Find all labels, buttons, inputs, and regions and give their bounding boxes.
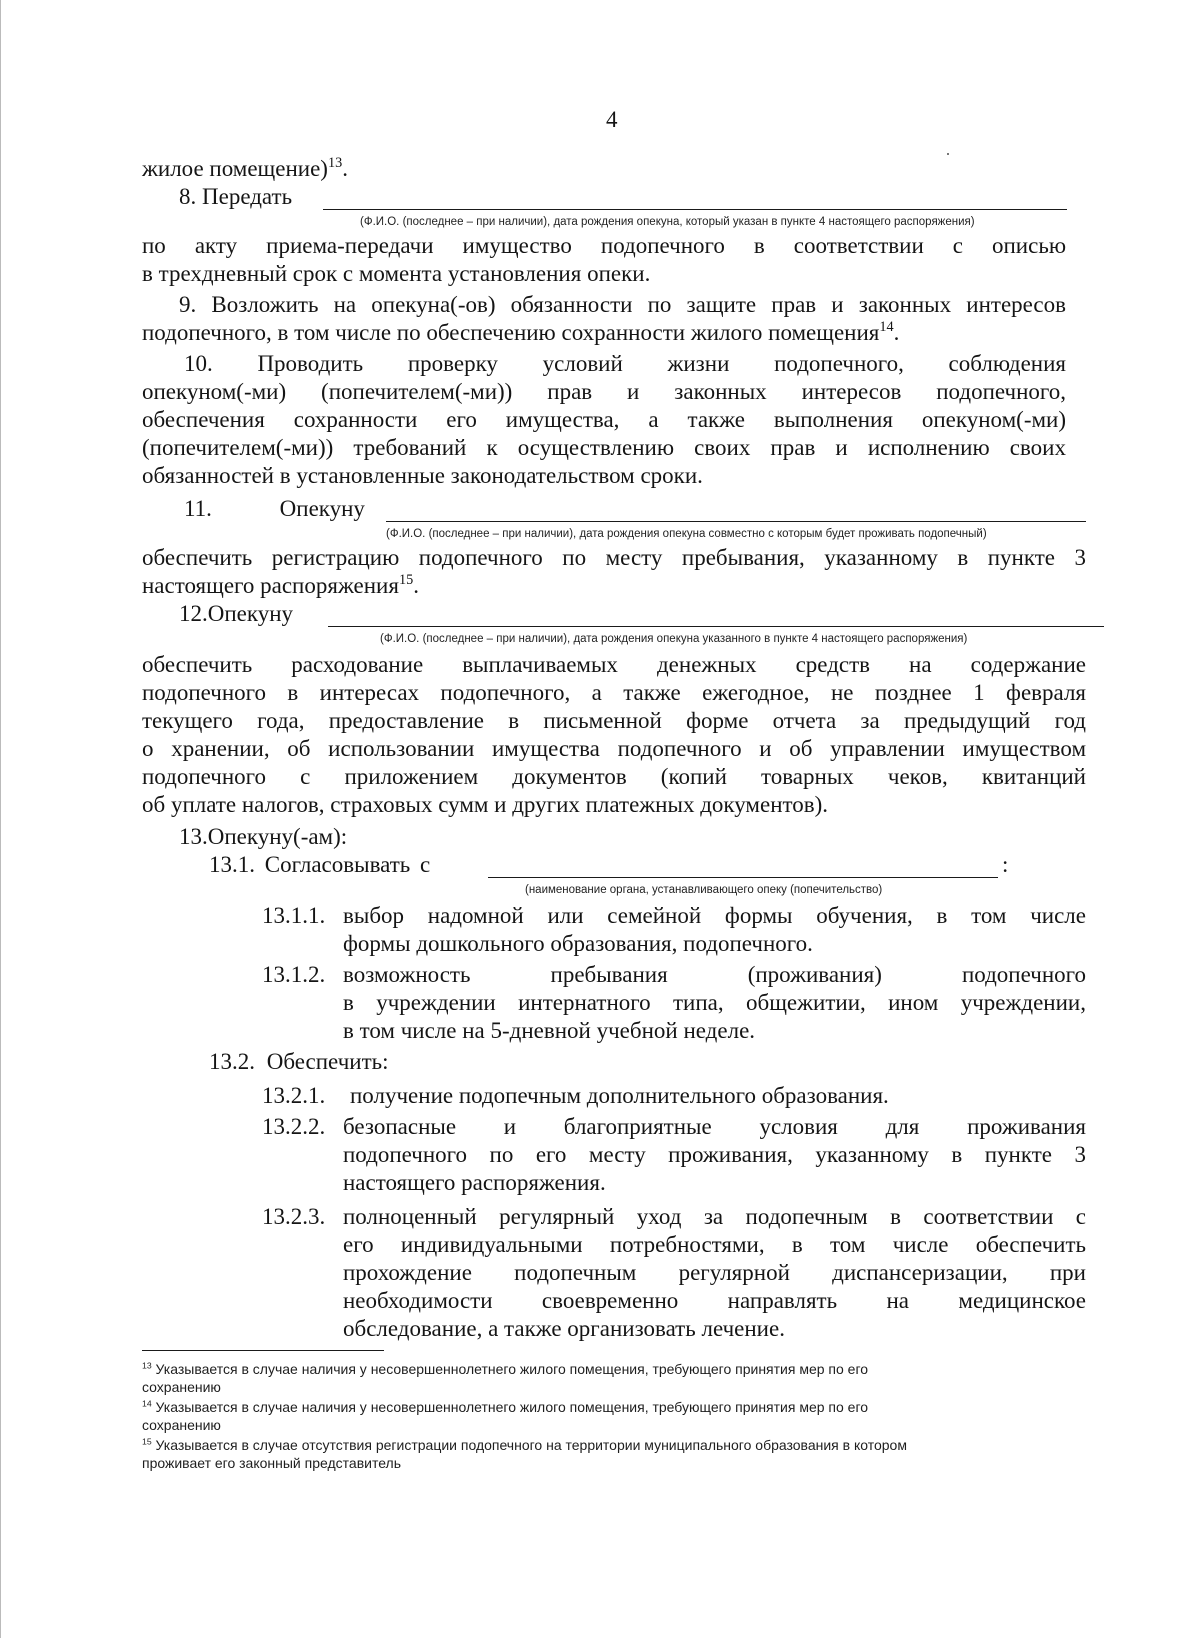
fill-in-line [328,626,1104,627]
item-11-label: 11. Опекуну [184,496,365,521]
footnote: сохранению [142,1417,221,1433]
footnote-ref: 15 [398,572,414,589]
footnote: $^{14}$ Указывается в случае наличия у несовершеннолетнего жилого помещения, требующего принятия мер по его [142,1398,869,1415]
text-line: получение подопечным дополнительного образования. [350,1083,889,1108]
footnote-ref: 13 [327,155,343,172]
text-line: необходимости своевременно направлять на медицинское [343,1288,1086,1313]
text-line: в том числе на 5-дневной учебной неделе. [343,1018,756,1043]
item-number: 13.1.1. [262,903,326,928]
footnote: $^{13}$ Указывается в случае наличия у несовершеннолетнего жилого помещения, требующего принятия мер по его [142,1360,869,1377]
item-number: 13.2.3. [262,1204,326,1229]
text-line: 10. Проводить проверку условий жизни подопечного, соблюдения [184,351,1066,376]
text-line: формы дошкольного образования, подопечного. [343,931,813,956]
text-line: о хранении, об использовании имущества подопечного и об управлении имуществом [142,736,1086,761]
field-caption: (наименование органа, устанавливающего опеку (попечительство) [525,884,883,896]
fill-in-line [386,521,1086,522]
text-line: жилое помещение)$^{13}$. [142,155,348,181]
item-number: 13.2.2. [262,1114,326,1139]
footnote-separator [142,1350,384,1351]
text-line: : [1002,852,1009,877]
fill-in-line [488,877,998,878]
text-line: возможность пребывания (проживания) подопечного [343,962,1086,987]
item-13-2-label: 13.2. Обеспечить: [209,1049,389,1074]
scan-edge [0,0,1,1638]
text-line: в трехдневный срок с момента установления опеки. [142,261,651,286]
page-number: 4 [606,107,618,132]
scan-speck [947,153,949,155]
text-line: обследование, а также организовать лечение. [343,1316,785,1341]
footnote-ref: 14 [879,319,894,336]
text-line: выбор надомной или семейной формы обучения, в том числе [343,903,1086,928]
text-line: настоящего распоряжения$^{15}$. [142,572,419,598]
text-line: обеспечить расходование выплачиваемых денежных средств на содержание [142,652,1086,677]
item-number: 13.1.2. [262,962,326,987]
fill-in-line [323,209,1067,210]
item-number: 13.2.1. [262,1083,326,1108]
item-8-label: 8. Передать [179,184,293,209]
text-line: прохождение подопечным регулярной диспансеризации, при [343,1260,1086,1285]
field-caption: (Ф.И.О. (последнее – при наличии), дата рождения опекуна указанного в пункте 4 настоящего распоряжения) [380,633,968,645]
text-line: по акту приема-передачи имущество подопечного в соответствии с описью [142,233,1066,258]
text-line: его индивидуальными потребностями, в том числе обеспечить [343,1232,1086,1257]
field-caption: (Ф.И.О. (последнее – при наличии), дата рождения опекуна совместно с которым будет проживать подопечный) [386,528,987,540]
field-caption: (Ф.И.О. (последнее – при наличии), дата рождения опекуна, который указан в пункте 4 настоящего распоряжения) [360,216,975,228]
text-line: подопечного в интересах подопечного, а также ежегодное, не позднее 1 февраля [142,680,1086,705]
text-line: подопечного с приложением документов (копий товарных чеков, квитанций [142,764,1086,789]
text-line: 9. Возложить на опекуна(-ов) обязанности по защите прав и законных интересов [179,292,1066,317]
text-line: подопечного, в том числе по обеспечению сохранности жилого помещения$^{14}$. [142,319,900,345]
text-line: в учреждении интернатного типа, общежитии, ином учреждении, [343,990,1086,1015]
footnote-number: 14 [142,1398,152,1409]
text-line: полноценный регулярный уход за подопечным в соответствии с [343,1204,1086,1229]
text-line: обязанностей в установленные законодательством сроки. [142,463,703,488]
text-line: обеспечить регистрацию подопечного по месту пребывания, указанному в пункте 3 [142,545,1086,570]
item-13-label: 13.Опекуну(-ам): [179,824,348,849]
text-line: об уплате налогов, страховых сумм и других платежных документов). [142,792,829,817]
footnote: $^{15}$ Указывается в случае отсутствия регистрации подопечного на территории муниципального образования в котором [142,1436,907,1453]
footnote: проживает его законный представитель [142,1455,401,1471]
text-line: подопечного по его месту проживания, указанному в пункте 3 [343,1142,1086,1167]
footnote-number: 15 [142,1436,152,1447]
text-line: опекуном(-ми) (попечителем(-ми)) прав и законных интересов подопечного, [142,379,1066,404]
text-line: текущего года, предоставление в письменной форме отчета за предыдущий год [142,708,1086,733]
text-line: (попечителем(-ми)) требований к осуществлению своих прав и исполнению своих [142,435,1066,460]
footnote: сохранению [142,1379,221,1395]
text-line: безопасные и благоприятные условия для проживания [343,1114,1086,1139]
item-13-1-label: 13.1. Согласовывать с [209,852,431,877]
item-12-label: 12.Опекуну [179,601,294,626]
text-line: обеспечения сохранности его имущества, а также выполнения опекуном(-ми) [142,407,1066,432]
text-line: настоящего распоряжения. [343,1170,606,1195]
footnote-number: 13 [142,1360,152,1371]
